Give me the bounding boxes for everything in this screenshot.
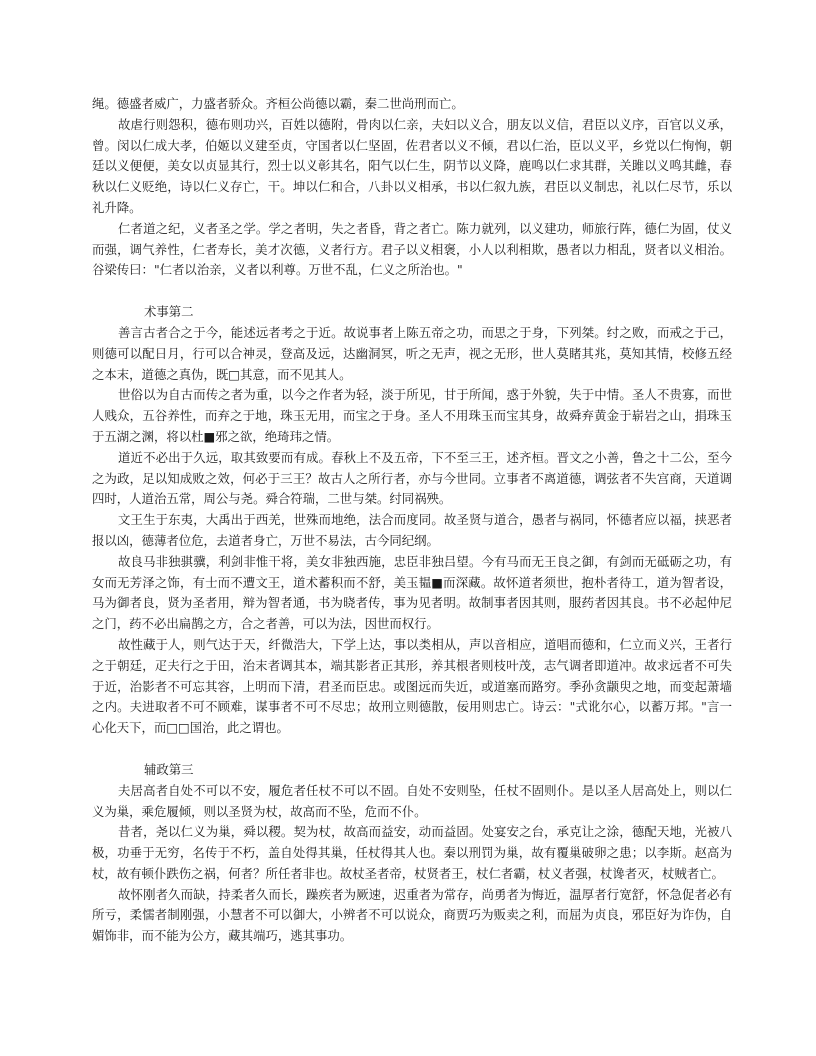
paragraph: 故性藏于人，则气达于天，纤微浩大，下学上达，事以类相从，声以音相应，道唱而德和，仁立而义兴，王者行之于朝廷，疋夫行之于田，治末者调其本，端其影者正其形，养其根者则枝叶茂，志气调者即道冲。故求远者不可失于近，治影者不可忘其容，上明而下清，君圣而臣忠。或图远而失近，或道塞而路穷。季孙贪颛臾之地，而变起萧墙之内。夫进取者不可不顾难，谋事者不可不尽忠；故刑立则德散，佞用则忠亡。诗云："式讹尔心，以蓄万邦。"言一心化天下，而□□国治，此之谓也。 xyxy=(92,636,732,736)
document-body xyxy=(92,94,732,947)
section-title-shushi: 术事第二 xyxy=(144,304,194,320)
paragraph: 善言古者合之于今，能述远者考之于近。故说事者上陈五帝之功，而思之于身，下列桀。纣之败，而戒之于己，则德可以配日月，行可以合神灵，登高及远，达幽洞冥，听之无声，视之无形，世人莫睹其兆，莫知其情，校修五经之本末，道德之真伪，既□其意，而不见其人。 xyxy=(92,324,732,382)
paragraph: 仁者道之纪，义者圣之学。学之者明，失之者昏，背之者亡。陈力就列，以义建功，师旅行阵，德仁为固，仗义而强，调气养性，仁者寿长，美才次德，义者行方。君子以义相褒，小人以利相欺，愚者以力相乱，贤者以义相治。谷梁传曰："仁者以治亲，义者以利尊。万世不乱，仁义之所治也。" xyxy=(92,220,732,278)
paragraph: 故虐行则怨积，德布则功兴，百姓以德附，骨肉以仁亲，夫妇以义合，朋友以义信，君臣以义序，百官以义承，曾。闵以仁成大孝，伯姬以义建至贞，守国者以仁坚固，佐君者以义不倾，君以仁治，臣以义平，乡党以仁恂恂，朝廷以义便便，美女以贞显其行，烈士以义彰其名，阳气以仁生，阴节以义降，鹿鸣以仁求其群，关雎以义鸣其雌，春秋以仁义贬绝，诗以仁义存亡，干。坤以仁和合，八卦以义相承，书以仁叙九族，君臣以义制忠，礼以仁尽节，乐以礼升降。 xyxy=(92,116,732,215)
opening-line: 绳。德盛者威广，力盛者骄众。齐桓公尚德以霸，秦二世尚刑而亡。 xyxy=(92,96,464,111)
paragraph: 昔者，尧以仁义为巢，舜以稷。契为杖，故高而益安，动而益固。处宴安之台，承克让之涂，德配天地，光被八极，功垂于无穷，名传于不朽，盖自处得其巢，任杖得其人也。秦以刑罚为巢，故有覆巢破卵之患；以李斯。赵高为杖，故有顿仆跌伤之祸，何者？所任者非也。故杖圣者帝，杖贤者王，杖仁者霸，杖义者强，杖谗者灭，杖贼者亡。 xyxy=(92,824,732,881)
paragraph: 故良马非独骐骥，利剑非惟干将，美女非独西施，忠臣非独吕望。今有马而无王良之御，有剑而无砥砺之功，有女而无芳泽之饰，有士而不遭文王，道术蓄积而不舒，美玉韫■而深藏。故怀道者须世，抱朴者待工，道为智者设，马为御者良，贤为圣者用，辩为智者通，书为晓者传，事为见者明。故制事者因其则，服药者因其良。书不必起仲尼之门，药不必出扁鹊之方，合之者善，可以为法，因世而权行。 xyxy=(92,553,732,632)
section-gap xyxy=(92,739,732,760)
paragraph: 道近不必出于久远，取其致要而有成。春秋上不及五帝，下不至三王，述齐桓。晋文之小善，鲁之十二公，至今之为政，足以知成败之效，何必于三王？故古人之所行者，亦与今世同。立事者不离道德，调弦者不失宫商，天道调四时，人道治五常，周公与尧。舜合符瑞，二世与桀。纣同祸殃。 xyxy=(92,449,732,507)
paragraph: 故怀刚者久而缺，持柔者久而长，躁疾者为厥速，迟重者为常存，尚勇者为悔近，温厚者行宽舒，怀急促者必有所亏，柔懦者制刚强，小慧者不可以御大，小辨者不可以说众，商贾巧为贩卖之利，而屈为贞良，邪臣好为诈伪，自媚饰非，而不能为公方，藏其端巧，逃其事功。 xyxy=(92,886,732,944)
paragraph: 夫居高者自处不可以不安，履危者任杖不可以不固。自处不安则坠，任杖不固则仆。是以圣人居高处上，则以仁义为巢，乘危履倾，则以圣贤为杖，故高而不坠，危而不仆。 xyxy=(92,782,732,819)
section-gap xyxy=(92,281,732,302)
section-title-fuzheng: 辅政第三 xyxy=(144,761,194,777)
paragraph: 世俗以为自古而传之者为重，以今之作者为轻，淡于所见，甘于所闻，惑于外貌，失于中情。圣人不贵寡，而世人贱众，五谷养性，而弃之于地，珠玉无用，而宝之于身。圣人不用珠玉而宝其身，故舜弃黄金于崭岩之山，捐珠玉于五湖之渊，将以杜■邪之欲，绝琦玮之情。 xyxy=(92,387,732,444)
paragraph: 文王生于东夷，大禹出于西羌，世殊而地绝，法合而度同。故圣贤与道合，愚者与祸同，怀德者应以福，挟恶者报以凶，德薄者位危，去道者身亡，万世不易法，古今同纪纲。 xyxy=(92,512,732,548)
